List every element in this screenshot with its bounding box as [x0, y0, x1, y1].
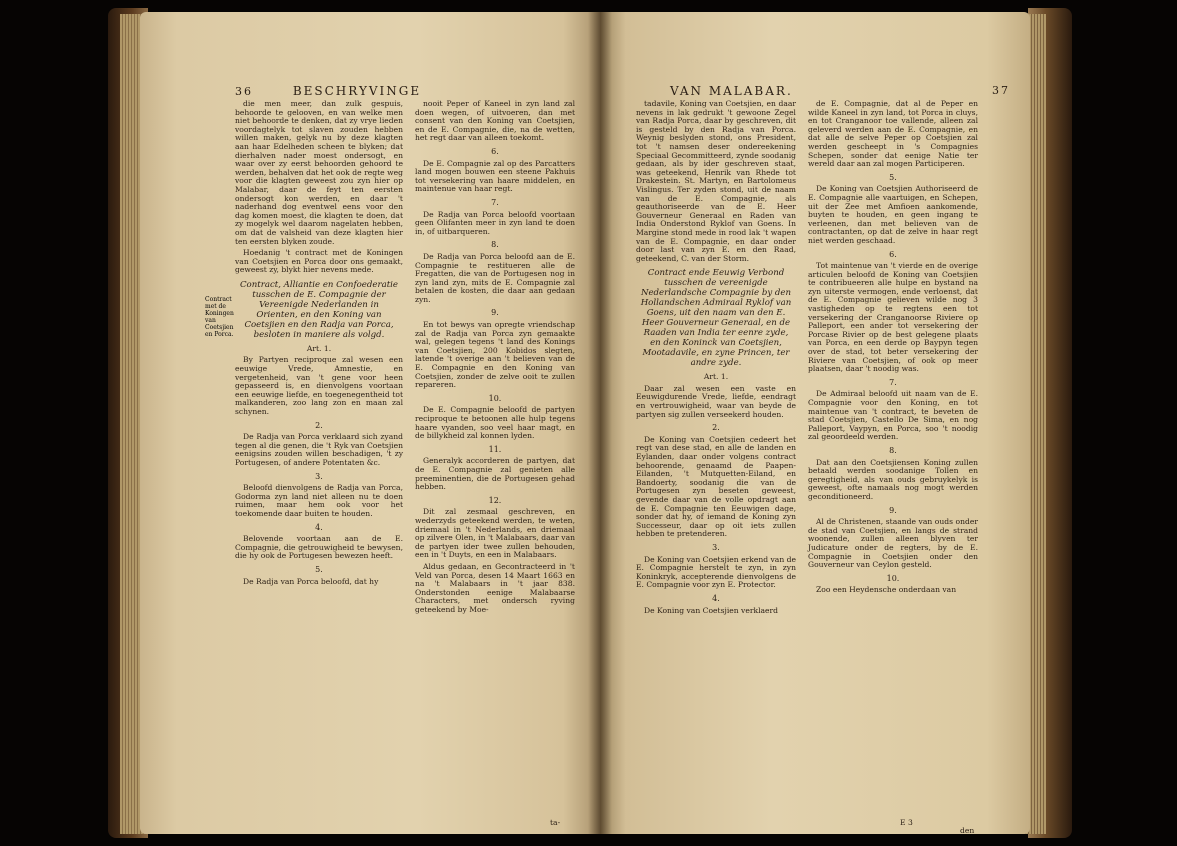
article-number: 6. [491, 146, 499, 156]
paragraph: Belovende voortaan aan de E. Compagnie, die getrouwigheid te bewysen, die hy ook de Portugesen bewezen heeft. [235, 534, 403, 561]
paragraph: De Radja van Porca verklaard sich zyand tegen al die genen, die 't Ryk van Coetsjien eenigsins zouden willen beschadigen, 't zy Portugesen, of andere Potentaten &c. [235, 432, 403, 467]
right-page-number: 37 [992, 84, 1010, 97]
paragraph: nooit Peper of Kaneel in zyn land zal doen wegen, of uitvoeren, dan met consent van den Koning van Coetsjien, en de E. Compagnie, die, na de wetten, het regt daar van alleen toekomt. [415, 99, 575, 143]
left-column-2 [415, 100, 575, 816]
right-page [600, 12, 1030, 834]
article-number: 8. [491, 240, 499, 250]
paragraph: Tot maintenue van 't vierde en de overige articulen beloofd de Koning van Coetsjien te contribueeren alle hulpe en bystand na zyn uiterste vermogen, ende verloenst, dat de E. Compagnie gelieven wilde nog 3 vastigheden op te regtens een tot versekering der Cranganoorse Riviere op Palleport, een ander tot versekering der Porcase Rivier op de best gelegene plaats van Porca, en een derde op Baypyn tegen over de stad, tot beter versekering der Riviere van Coetsjien, of ook op meer plaatsen, daar 't noodig was. [808, 261, 978, 374]
paragraph: De E. Compagnie beloofd de partyen reciproque te betoonen alle hulp tegens haare vyanden, soo veel haar magt, en de billykheid zal konnen lyden. [415, 405, 575, 441]
paragraph: die men meer, dan zulk gespuis, behoorde te gelooven, en van welke men niet behoorde te denken, dat zy vrye lieden voordagtelyk tot slaven zouden hebben willen maken, gelyk nu by deze klagten aan haar Edelheden scheen te blyken; dat dierhalven nader moest ondersogt, en waar over zy eerst behoorden gehoord te werden, behalven dat het ook de regte weg voor die klagten geweest zou zyn hier op Malabar, daar de feyt ten eersten ondersogt kon werden, en daar 't naderhand dog eventwel eens voor den dag komen moest, die klagten te doen, dat zy mogelyk wel daarom nagelaten hebben, om dat de valsheid van deze klagten hier ten eersten blyken zoude. [235, 99, 403, 246]
paragraph: De Koning van Coetsjien verklaerd [644, 605, 779, 615]
paragraph: En tot bewys van opregte vriendschap zal de Radja van Porca zyn gemaakte wal, gelegen tegens 't land des Konings van Coetsjien, 200 Kobidos slegten, latende 't overige aan 't believen van de E. Compagnie en den Koning van Coetsjien, zonder de zelve ooit te zullen repareren. [415, 320, 575, 390]
article-number: 4. [712, 593, 720, 603]
contract-title: Contract, Alliantie en Confoederatie tusschen de E. Compagnie der Vereenigde Nederlanden in Orienten, en den Koning van Coetsjien en den Radja van Porca, besloten in maniere als volgd. [239, 279, 398, 340]
margin-note: Contract met de Koningen van Coetsjien en Porca. [205, 296, 234, 338]
article-number: 10. [488, 393, 502, 403]
paragraph: Dit zal zesmaal geschreven, en wederzyds geteekend werden, te weten, driemaal in 't Nederlands, en driemaal op zilvere Olen, in 't Malabaars, daar van de partyen ider twee zullen behouden, een in 't Duyts, en een in Malabaars. [415, 507, 575, 560]
left-catchword: ta- [550, 818, 561, 827]
paragraph: De Radja van Porca beloofd, dat hy [243, 576, 379, 586]
article-number: 10. [886, 573, 900, 583]
article-number: 12. [488, 495, 502, 505]
contract-title: Contract ende Eeuwig Verbond tusschen de vereenigde Nederlandsche Compagnie by den Hollandschen Admiraal Ryklof van Goens, uit den naam van den E. Heer Gouverneur Generaal, en de Raaden van India ter eenre zyde, en den Koninck van Coetsjien, Mootadavile, en zyne Princen, ter andre zyde. [640, 268, 792, 369]
paragraph: Hoedanig 't contract met de Koningen van Coetsjien en Porca door ons gemaakt, geweest zy, blykt hier nevens mede. [235, 248, 403, 275]
article-number: 9. [491, 308, 499, 318]
left-page-number: 36 [235, 85, 253, 98]
article-number: 9. [889, 505, 897, 515]
article-number: 4. [315, 522, 323, 532]
paragraph: tadavile, Koning van Coetsjien, en daar nevens in lak gedrukt 't gewoone Zegel van Radja Porca, daar by geschreven, dit is gesteld by den Radja van Porca. Weynig beslyden stond, ons President, tot 't namsen deser ondereekening Speciaal Gecommitteerd, zynde soodanig gedaan, als by ider geschreven staat, was geteekend, Henrik van Rhede tot Drakestein. St. Martyn, en Bartolomeus Vislingus. Ter zyden stond, uit de naam van de E. Compagnie, als geauthoriseerde van de E. Heer Gouverneur Generaal en Raden van India Onderstond Ryklof van Goens. In Margine stond mede in rood lak 't wapen van de E. Compagnie, en daar onder door last van zyn E. en den Raad, geteekend, C. van der Storm. [636, 99, 796, 263]
paragraph: Daar zal wesen een vaste en Eeuwigdurende Vrede, liefde, eendragt en vertrouwigheid, waar van beyde de partyen sig zullen verseekerd houden. [636, 383, 796, 419]
paragraph: De Koning van Coetsjien erkend van de E. Compagnie herstelt te zyn, in zyn Koninkryk, accepterende dienvolgens de E. Compagnie voor zyn E. Protector. [636, 554, 796, 590]
right-catchword: den [960, 826, 975, 834]
article-number: 3. [712, 542, 720, 552]
paragraph: De E. Compagnie zal op des Parcatters land mogen bouwen een steene Pakhuis tot versekering van haare middelen, en maintenue van haar regt. [415, 158, 575, 194]
article-number: 7. [889, 377, 897, 387]
left-page [140, 12, 600, 834]
paragraph: Al de Christenen, staande van ouds onder de stad van Coetsjien, en langs de strand woonende, zullen alleen blyven ter Judicature onder de regters, by de E. Compagnie in Coetsjien onder den Gouverneur van Ceylon gesteld. [808, 517, 978, 570]
paragraph: By Partyen reciproque zal wesen een eeuwige Vrede, Amnestie, en vergetenheid, van 't gene voor heen gepasseerd is, en dienvolgens voortaan een eeuwige liefde, en toegenegentheid tot malkanderen, zoo lang zon en maan zal schynen. [235, 355, 403, 417]
left-running-title: BESCHRYVINGE [292, 84, 422, 98]
paragraph: de E. Compagnie, dat al de Peper en wilde Kaneel in zyn land, tot Porca in cluys, en tot Cranganoor toe vallende, alleen zal geleverd werden aan de E. Compagnie, en dat alle de selve Peper op Coetsjien zal werden gescheept in 's Compagnies Schepen, sonder dat eenige Natie ter wereld daar aan zal mogen Participeren. [808, 99, 978, 169]
paragraph: Beloofd dienvolgens de Radja van Porca, Godorma zyn land niet alleen nu te doen ruimen, maar hem ook voor het toekomende daar buiten te houden. [235, 483, 403, 518]
right-running-title: VAN MALABAR. [670, 84, 793, 98]
paragraph: Dat aan den Coetsjiensen Koning zullen betaald werden soodanige Tollen en geregtigheid, als van ouds gebruykelyk is geweest, ofte namaals nog mogt werden geconditioneerd. [808, 457, 978, 501]
paragraph: De Radja van Porca beloofd aan de E. Compagnie te restitueren alle de Fregatten, die van de Portugesen nog in zyn land zyn, mits de E. Compagnie zal betalen de kosten, die daar aan gedaan zyn. [415, 251, 575, 304]
article-number: 2. [712, 423, 720, 433]
paragraph: Aldus gedaan, en Gecontracteerd in 't Veld van Porca, desen 14 Maart 1663 en na 't Malabaars in 't jaar 838. Onderstonden eenige Malabaarse Characters, met ondersch ryving geteekend by Moe- [415, 561, 575, 614]
article-number: 3. [315, 471, 323, 481]
article-number: 5. [889, 172, 897, 182]
signature-mark: E 3 [900, 818, 913, 827]
article-number: 6. [889, 249, 897, 259]
paragraph: Generalyk accorderen de partyen, dat de E. Compagnie zal genieten alle preeminentien, die de Portugesen gehad hebben. [415, 456, 575, 492]
article-number: 7. [491, 197, 499, 207]
paragraph: De Admiraal beloofd uit naam van de E. Compagnie voor den Koning, en tot maintenue van 't contract, te beveten de stad Coetsjien, Castello De Sima, en nog Palleport, Vaypyn, en Porca, soo 't noodig zal geoordeeld werden. [808, 389, 978, 442]
left-column-1 [235, 100, 403, 820]
paragraph: Zoo een Heydensche onderdaan van [816, 585, 957, 595]
right-column-1 [636, 100, 796, 816]
article-number: 11. [488, 444, 502, 454]
paragraph: De Koning van Coetsjien Authoriseerd de E. Compagnie alle vaartuigen, en Schepen, uit der Zee met Amfioen aankomende, buyten te houden, en geen ingang te verleenen, dan met believen van de contractanten, op dat de zelve in haar regt niet werden geschaad. [808, 184, 978, 245]
article-number: 5. [315, 564, 323, 574]
paragraph: De Koning van Coetsjien cedeert het regt van dese stad, en alle de landen en Eylanden, daar onder volgens contract behoorende, genaamd de Paapen-Eilanden, 't Mutquetten-Eiland, en Bandoerty, soodanig die van de Portugesen zyn beseten geweest, gevende daar van de volle opdragt aan de E. Compagnie ten Eeuwigen dage, sonder dat hy, of iemand de Koning zyn Successeur, daar op oit iets zullen hebben te pretenderen. [636, 434, 796, 539]
article-heading: Art. 1. [703, 372, 729, 382]
paragraph: De Radja van Porca beloofd voortaan geen Olifanten meer in zyn land te doen in, of uitbarqueren. [415, 209, 575, 236]
book-gutter-shadow [588, 12, 612, 834]
left-running-head [235, 84, 421, 98]
article-heading: Art. 1. [306, 343, 332, 353]
article-number: 2. [315, 420, 323, 430]
article-number: 8. [889, 445, 897, 455]
right-column-2 [808, 100, 978, 816]
right-running-head [670, 84, 1010, 98]
